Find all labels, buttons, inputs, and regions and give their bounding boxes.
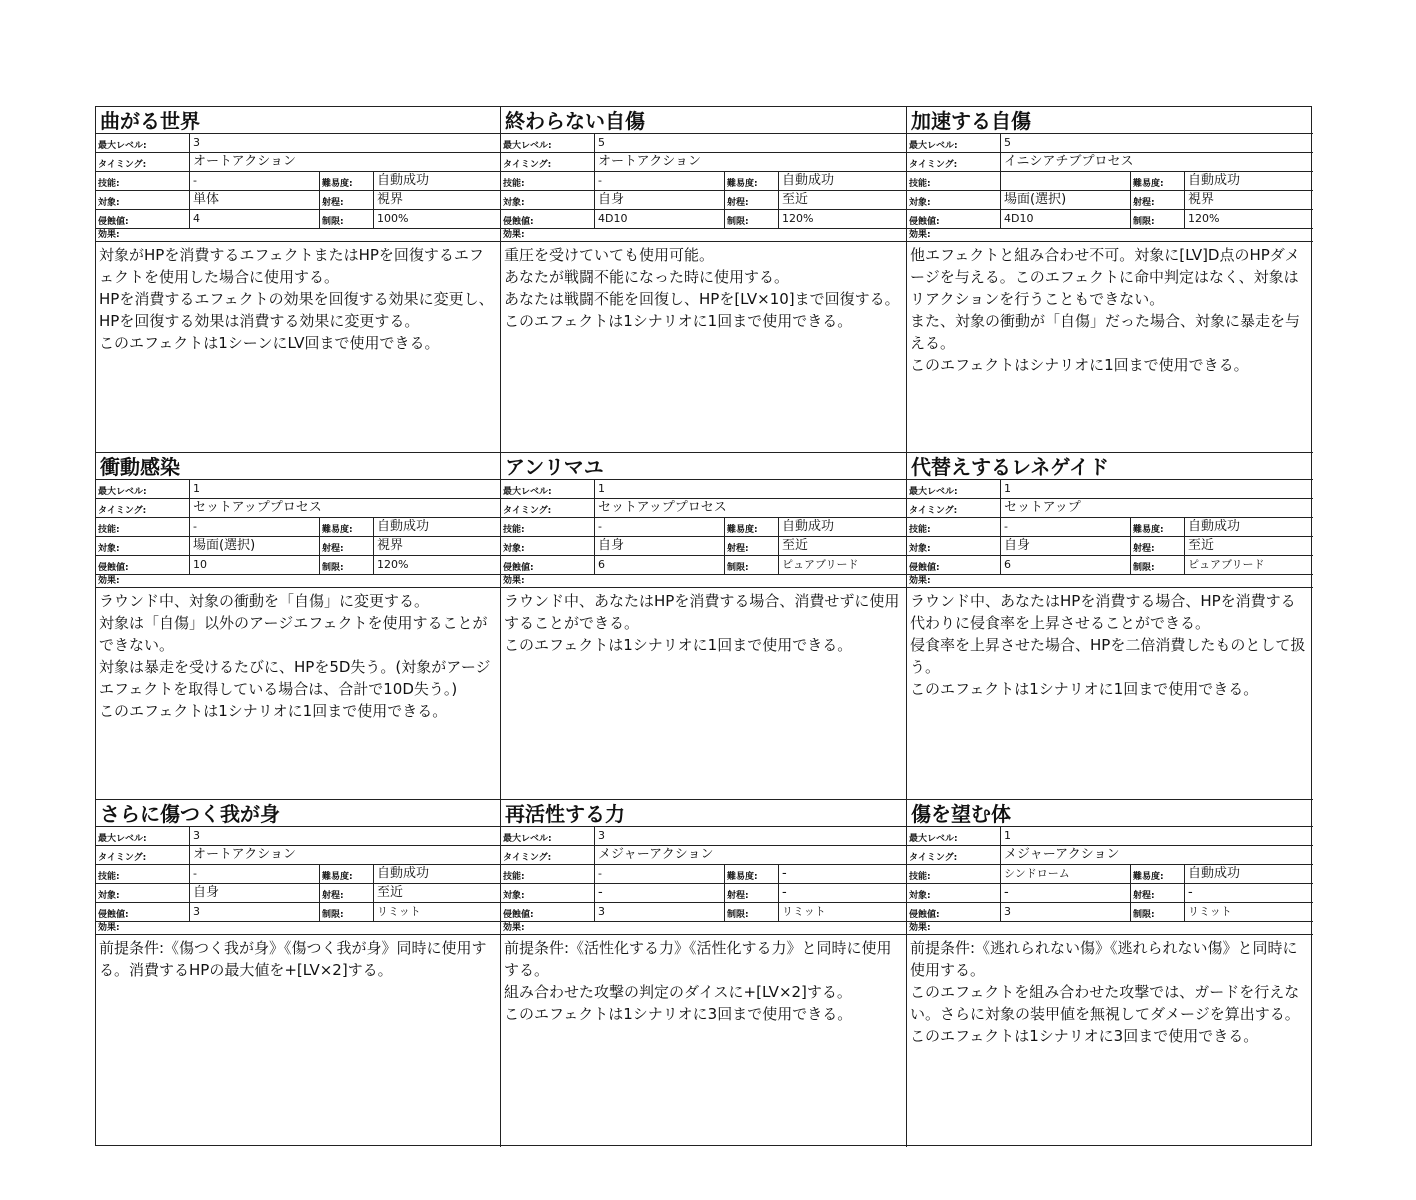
limit-label: 制限: <box>725 210 779 228</box>
timing-label: タイミング: <box>96 499 190 517</box>
difficulty-label: 難易度: <box>725 518 779 536</box>
effect-line: 対象は暴走を受けるたびに、HPを5D失う。(対象がアージエフェクトを取得している場合は、合計で10D失う。) <box>99 658 491 698</box>
erosion-label: 侵蝕値: <box>501 903 595 921</box>
range-label: 射程: <box>320 191 374 209</box>
limit-value: リミット <box>1188 905 1232 918</box>
effect-card-6 <box>907 453 1313 800</box>
skill-row <box>96 172 500 191</box>
max-level-label: 最大レベル: <box>501 134 595 152</box>
range-value: 至近 <box>782 538 809 553</box>
timing-label: タイミング: <box>907 153 1001 171</box>
difficulty-label: 難易度: <box>725 172 779 190</box>
timing-value: オートアクション <box>193 154 296 169</box>
erosion-row <box>501 210 906 229</box>
timing-label: タイミング: <box>96 846 190 864</box>
limit-label: 制限: <box>1131 903 1185 921</box>
limit-value: リミット <box>782 905 826 918</box>
skill-label: 技能: <box>907 518 1001 536</box>
range-label: 射程: <box>1131 884 1185 902</box>
effect-line: このエフェクトはシナリオに1回まで使用できる。 <box>910 356 1249 374</box>
timing-label: タイミング: <box>907 499 1001 517</box>
effect-line: HPを消費するエフェクトの効果を回復する効果に変更し、HPを回復する効果は消費する効果に変更する。 <box>99 290 494 330</box>
skill-row <box>907 172 1313 191</box>
range-label: 射程: <box>725 191 779 209</box>
max-level-value: 1 <box>1004 482 1011 495</box>
target-value: - <box>1001 884 1131 902</box>
range-label: 射程: <box>1131 191 1185 209</box>
max-level-label: 最大レベル: <box>96 134 190 152</box>
effect-text <box>501 935 906 1025</box>
difficulty-value: 自動成功 <box>377 519 430 534</box>
limit-value: 120% <box>782 212 814 225</box>
erosion-value: 10 <box>190 556 320 574</box>
effect-name: 加速する自傷 <box>907 107 1313 134</box>
effect-text <box>96 242 500 354</box>
timing-label: タイミング: <box>501 153 595 171</box>
difficulty-label: 難易度: <box>1131 865 1185 883</box>
effect-label: 効果: <box>501 922 906 935</box>
max-level-row <box>501 134 906 153</box>
effect-line: このエフェクトは1シナリオに3回まで使用できる。 <box>504 1005 853 1023</box>
limit-label: 制限: <box>320 903 374 921</box>
effect-line: 前提条件:《活性化する力》《活性化する力》と同時に使用する。 <box>504 939 892 979</box>
difficulty-label: 難易度: <box>320 518 374 536</box>
max-level-value: 3 <box>598 829 605 842</box>
effect-line: 組み合わせた攻撃の判定のダイスに+[LV×2]する。 <box>504 983 852 1001</box>
range-value: 視界 <box>1188 192 1215 207</box>
max-level-row <box>501 827 906 846</box>
effect-text <box>96 935 500 981</box>
difficulty-value: 自動成功 <box>1188 519 1241 534</box>
difficulty-value: 自動成功 <box>782 519 835 534</box>
effect-label: 効果: <box>96 575 500 588</box>
timing-label: タイミング: <box>501 499 595 517</box>
effect-name: アンリマユ <box>501 453 906 480</box>
skill-value: シンドローム <box>1001 865 1131 883</box>
max-level-label: 最大レベル: <box>907 134 1001 152</box>
effect-line: ラウンド中、あなたはHPを消費する場合、消費せずに使用することができる。 <box>504 592 900 632</box>
skill-label: 技能: <box>907 172 1001 190</box>
range-label: 射程: <box>725 884 779 902</box>
effect-name: 再活性する力 <box>501 800 906 827</box>
target-value: - <box>595 884 725 902</box>
effect-line: 対象がHPを消費するエフェクトまたはHPを回復するエフェクトを使用した場合に使用する。 <box>99 246 484 286</box>
effect-name: 傷を望む体 <box>907 800 1313 827</box>
effect-line: あなたが戦闘不能になった時に使用する。 <box>504 268 790 286</box>
range-value: 至近 <box>1188 538 1215 553</box>
timing-label: タイミング: <box>501 846 595 864</box>
timing-row <box>96 499 500 518</box>
erosion-value: 4 <box>190 210 320 228</box>
effect-label: 効果: <box>907 575 1313 588</box>
target-row <box>907 537 1313 556</box>
effect-label: 効果: <box>96 922 500 935</box>
effect-text <box>501 588 906 656</box>
erosion-row <box>96 210 500 229</box>
timing-label: タイミング: <box>907 846 1001 864</box>
range-label: 射程: <box>1131 537 1185 555</box>
erosion-value: 3 <box>190 903 320 921</box>
erosion-label: 侵蝕値: <box>96 210 190 228</box>
target-label: 対象: <box>907 884 1001 902</box>
range-value: 至近 <box>377 885 404 900</box>
range-label: 射程: <box>725 537 779 555</box>
effect-card-8 <box>501 800 907 1147</box>
range-value: 視界 <box>377 538 404 553</box>
erosion-label: 侵蝕値: <box>907 903 1001 921</box>
effect-text <box>501 242 906 332</box>
difficulty-label: 難易度: <box>1131 518 1185 536</box>
skill-value: - <box>595 865 725 883</box>
timing-row <box>96 153 500 172</box>
target-row <box>96 884 500 903</box>
max-level-value: 5 <box>1004 136 1011 149</box>
erosion-row <box>501 903 906 922</box>
target-value: 自身 <box>190 884 320 902</box>
difficulty-label: 難易度: <box>320 865 374 883</box>
skill-row <box>96 518 500 537</box>
effect-label: 効果: <box>501 229 906 242</box>
effect-line: 対象は「自傷」以外のアージエフェクトを使用することができない。 <box>99 614 488 654</box>
timing-row <box>907 153 1313 172</box>
timing-row <box>501 153 906 172</box>
max-level-value: 1 <box>193 482 200 495</box>
max-level-label: 最大レベル: <box>501 480 595 498</box>
timing-value: メジャーアクション <box>598 847 714 862</box>
limit-label: 制限: <box>320 556 374 574</box>
target-label: 対象: <box>96 191 190 209</box>
timing-value: セットアップ <box>1004 500 1081 515</box>
effect-line: このエフェクトは1シナリオに1回まで使用できる。 <box>910 680 1259 698</box>
max-level-label: 最大レベル: <box>907 480 1001 498</box>
erosion-row <box>907 556 1313 575</box>
timing-row <box>907 499 1313 518</box>
max-level-row <box>907 480 1313 499</box>
limit-value: 120% <box>377 558 409 571</box>
erosion-value: 4D10 <box>1001 210 1131 228</box>
limit-label: 制限: <box>1131 556 1185 574</box>
skill-value: - <box>1001 518 1131 536</box>
effect-card-4 <box>96 453 501 800</box>
effect-text <box>907 242 1313 376</box>
difficulty-value: - <box>782 866 787 881</box>
erosion-label: 侵蝕値: <box>96 903 190 921</box>
erosion-value: 4D10 <box>595 210 725 228</box>
skill-row <box>501 518 906 537</box>
erosion-label: 侵蝕値: <box>907 556 1001 574</box>
effect-line: このエフェクトを組み合わせた攻撃では、ガードを行えない。さらに対象の装甲値を無視してダメージを算出する。 <box>910 983 1300 1023</box>
erosion-value: 3 <box>1001 903 1131 921</box>
effect-card-7 <box>96 800 501 1147</box>
target-value: 場面(選択) <box>190 537 320 555</box>
effect-label: 効果: <box>907 922 1313 935</box>
difficulty-value: 自動成功 <box>1188 866 1241 881</box>
skill-row <box>907 518 1313 537</box>
limit-label: 制限: <box>725 903 779 921</box>
skill-label: 技能: <box>501 865 595 883</box>
skill-value: - <box>595 172 725 190</box>
max-level-row <box>96 134 500 153</box>
effect-line: 他エフェクトと組み合わせ不可。対象に[LV]D点のHPダメージを与える。このエフェクトに命中判定はなく、対象はリアクションを行うこともできない。 <box>910 246 1300 308</box>
timing-value: イニシアチブプロセス <box>1004 154 1134 169</box>
target-value: 場面(選択) <box>1001 191 1131 209</box>
erosion-value: 6 <box>595 556 725 574</box>
target-row <box>907 884 1313 903</box>
limit-value: ピュアブリード <box>782 558 859 571</box>
erosion-value: 6 <box>1001 556 1131 574</box>
effect-name: 衝動感染 <box>96 453 500 480</box>
timing-row <box>907 846 1313 865</box>
effect-card-2 <box>501 107 907 453</box>
effect-text <box>907 588 1313 700</box>
skill-row <box>501 865 906 884</box>
skill-label: 技能: <box>96 172 190 190</box>
limit-value: ピュアブリード <box>1188 558 1265 571</box>
effect-line: ラウンド中、対象の衝動を「自傷」に変更する。 <box>99 592 430 610</box>
effect-name: 曲がる世界 <box>96 107 500 134</box>
limit-value: 120% <box>1188 212 1220 225</box>
difficulty-label: 難易度: <box>1131 172 1185 190</box>
erosion-row <box>96 903 500 922</box>
effect-card-5 <box>501 453 907 800</box>
limit-label: 制限: <box>320 210 374 228</box>
skill-label: 技能: <box>907 865 1001 883</box>
timing-row <box>501 846 906 865</box>
max-level-row <box>96 480 500 499</box>
target-value: 自身 <box>1001 537 1131 555</box>
skill-value: - <box>190 518 320 536</box>
max-level-row <box>96 827 500 846</box>
skill-value <box>1001 172 1131 190</box>
timing-row <box>501 499 906 518</box>
max-level-label: 最大レベル: <box>907 827 1001 845</box>
target-row <box>96 537 500 556</box>
timing-value: オートアクション <box>598 154 701 169</box>
erosion-row <box>907 903 1313 922</box>
effect-line: 侵食率を上昇させた場合、HPを二倍消費したものとして扱う。 <box>910 636 1306 676</box>
erosion-row <box>907 210 1313 229</box>
max-level-value: 1 <box>598 482 605 495</box>
limit-label: 制限: <box>1131 210 1185 228</box>
range-label: 射程: <box>320 537 374 555</box>
target-row <box>501 191 906 210</box>
timing-value: セットアッププロセス <box>193 500 322 515</box>
max-level-value: 3 <box>193 829 200 842</box>
effect-card-sheet <box>95 106 1312 1146</box>
effect-line: このエフェクトは1シナリオに1回まで使用できる。 <box>504 636 853 654</box>
range-value: - <box>1188 885 1193 900</box>
target-label: 対象: <box>907 191 1001 209</box>
max-level-row <box>501 480 906 499</box>
timing-label: タイミング: <box>96 153 190 171</box>
difficulty-value: 自動成功 <box>782 173 835 188</box>
target-value: 自身 <box>595 191 725 209</box>
effect-line: ラウンド中、あなたはHPを消費する場合、HPを消費する代わりに侵食率を上昇させることができる。 <box>910 592 1296 632</box>
skill-value: - <box>595 518 725 536</box>
limit-value: リミット <box>377 905 421 918</box>
target-row <box>907 191 1313 210</box>
target-label: 対象: <box>96 884 190 902</box>
effect-line: あなたは戦闘不能を回復し、HPを[LV×10]まで回復する。このエフェクトは1シナリオに1回まで使用できる。 <box>504 290 900 330</box>
max-level-label: 最大レベル: <box>96 827 190 845</box>
effect-name: 終わらない自傷 <box>501 107 906 134</box>
difficulty-value: 自動成功 <box>1188 173 1241 188</box>
effect-card-9 <box>907 800 1313 1147</box>
target-label: 対象: <box>501 191 595 209</box>
effect-line: このエフェクトは1シナリオに3回まで使用できる。 <box>910 1027 1259 1045</box>
effect-line: 重圧を受けていても使用可能。 <box>504 246 715 264</box>
skill-row <box>501 172 906 191</box>
effect-name: さらに傷つく我が身 <box>96 800 500 827</box>
skill-label: 技能: <box>501 518 595 536</box>
effect-line: 前提条件:《逃れられない傷》《逃れられない傷》と同時に使用する。 <box>910 939 1298 979</box>
difficulty-value: 自動成功 <box>377 173 430 188</box>
target-row <box>501 537 906 556</box>
effect-name: 代替えするレネゲイド <box>907 453 1313 480</box>
erosion-label: 侵蝕値: <box>501 210 595 228</box>
skill-row <box>907 865 1313 884</box>
erosion-label: 侵蝕値: <box>501 556 595 574</box>
erosion-row <box>501 556 906 575</box>
target-label: 対象: <box>96 537 190 555</box>
target-value: 単体 <box>190 191 320 209</box>
range-value: - <box>782 885 787 900</box>
timing-value: オートアクション <box>193 847 296 862</box>
skill-label: 技能: <box>501 172 595 190</box>
effect-card-3 <box>907 107 1313 453</box>
range-value: 至近 <box>782 192 809 207</box>
timing-row <box>96 846 500 865</box>
skill-row <box>96 865 500 884</box>
effect-line: 前提条件:《傷つく我が身》《傷つく我が身》同時に使用する。消費するHPの最大値を+[LV×2]する。 <box>99 939 487 979</box>
effect-line: このエフェクトは1シナリオに1回まで使用できる。 <box>99 702 448 720</box>
effect-text <box>907 935 1313 1047</box>
limit-label: 制限: <box>725 556 779 574</box>
erosion-value: 3 <box>595 903 725 921</box>
target-label: 対象: <box>907 537 1001 555</box>
max-level-row <box>907 827 1313 846</box>
effect-label: 効果: <box>96 229 500 242</box>
max-level-value: 3 <box>193 136 200 149</box>
effect-line: このエフェクトは1シーンにLV回まで使用できる。 <box>99 334 440 352</box>
effect-label: 効果: <box>907 229 1313 242</box>
timing-value: セットアッププロセス <box>598 500 727 515</box>
skill-value: - <box>190 865 320 883</box>
skill-label: 技能: <box>96 865 190 883</box>
difficulty-label: 難易度: <box>725 865 779 883</box>
limit-value: 100% <box>377 212 409 225</box>
range-value: 視界 <box>377 192 404 207</box>
skill-value: - <box>190 172 320 190</box>
effect-label: 効果: <box>501 575 906 588</box>
max-level-label: 最大レベル: <box>96 480 190 498</box>
effect-card-1 <box>96 107 501 453</box>
target-label: 対象: <box>501 884 595 902</box>
difficulty-label: 難易度: <box>320 172 374 190</box>
erosion-label: 侵蝕値: <box>907 210 1001 228</box>
range-label: 射程: <box>320 884 374 902</box>
max-level-row <box>907 134 1313 153</box>
target-row <box>501 884 906 903</box>
target-value: 自身 <box>595 537 725 555</box>
max-level-label: 最大レベル: <box>501 827 595 845</box>
target-label: 対象: <box>501 537 595 555</box>
effect-line: また、対象の衝動が「自傷」だった場合、対象に暴走を与える。 <box>910 312 1301 352</box>
timing-value: メジャーアクション <box>1004 847 1120 862</box>
skill-label: 技能: <box>96 518 190 536</box>
difficulty-value: 自動成功 <box>377 866 430 881</box>
max-level-value: 5 <box>598 136 605 149</box>
effect-text <box>96 588 500 722</box>
target-row <box>96 191 500 210</box>
erosion-label: 侵蝕値: <box>96 556 190 574</box>
max-level-value: 1 <box>1004 829 1011 842</box>
erosion-row <box>96 556 500 575</box>
